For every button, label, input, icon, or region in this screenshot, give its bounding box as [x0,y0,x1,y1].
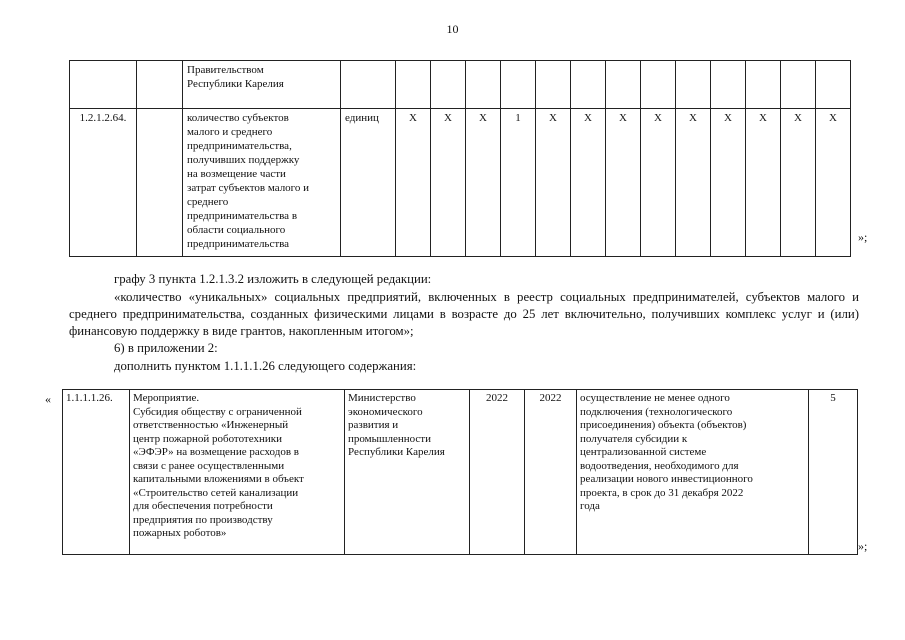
table-cell [781,61,816,109]
paragraph-text: графу 3 пункта 1.2.1.3.2 изложить в следующей редакции: [114,272,432,286]
text-line: предприятия по производству [133,513,273,526]
text-line: среднего [187,196,229,208]
text-line: «ЭФЭР» на возмещение расходов в [133,446,299,458]
text-line: развития и [348,419,399,431]
table-cell [70,61,137,109]
table-cell [676,61,711,109]
item-code: 1.2.1.2.64. [70,109,137,257]
table-cell [816,61,851,109]
paragraph [69,289,859,340]
value-cell: Х [641,109,676,257]
table-cell [641,61,676,109]
indicator-description [183,109,341,257]
value-cell: Х [466,109,501,257]
value-cell: Х [676,109,711,257]
value-cell: Х [571,109,606,257]
closing-quote: »; [858,230,868,244]
table-cell [137,109,183,257]
paragraph [69,271,859,288]
text-line: Мероприятие. [133,392,200,404]
text-line: центр пожарной робототехники [133,432,282,445]
value-cell: Х [816,109,851,257]
table-cell [396,61,431,109]
page-number: 10 [446,22,459,36]
measures-table [62,389,858,555]
value-cell: Х [431,109,466,257]
text-line: централизованной системе [580,446,707,458]
table-cell [571,61,606,109]
text-line: для обеспечения потребности [133,500,273,512]
text-line: присоединения) объекта (объектов) [580,419,747,431]
indicator-number: 5 [809,390,858,555]
expected-result [577,390,809,555]
table-cell [606,61,641,109]
value-cell: Х [781,109,816,257]
table-row [70,61,851,109]
table-row [63,390,858,555]
text-line: осуществление не менее одного [580,392,730,404]
text-line: экономического [348,405,423,418]
table-cell [536,61,571,109]
table-row [70,109,851,257]
closing-quote: »; [858,539,868,553]
text-line: Министерство [348,392,416,404]
text-line: предпринимательства в [187,210,298,222]
text-line: ответственностью «Инженерный [133,419,289,431]
value-cell: 1 [501,109,536,257]
table-cell [137,61,183,109]
value-cell: Х [536,109,571,257]
paragraph-text: дополнить пунктом 1.1.1.1.26 следующего содержания: [114,359,417,373]
opening-quote: « [45,392,51,406]
text-line: Республики Карелия [187,78,284,90]
text-line: реализации нового инвестиционного [580,473,753,485]
paragraph [69,358,859,375]
text-line: на возмещение части [187,168,286,180]
start-year: 2022 [470,390,525,555]
text-line: получателя субсидии к [580,432,688,445]
table-cell [711,61,746,109]
text-line: года [580,500,600,512]
table-cell [746,61,781,109]
text-line: получивших поддержку [187,154,300,166]
text-line: «Строительство сетей канализации [133,486,299,499]
table-cell [431,61,466,109]
item-code: 1.1.1.1.26. [63,390,130,555]
text-line: затрат субъектов малого и [187,182,310,194]
text-line: подключения (технологического [580,405,733,418]
paragraph-text: 6) в приложении 2: [114,341,218,355]
text-line: предпринимательства, [187,140,292,152]
text-line: проекта, в срок до 31 декабря 2022 [580,486,744,499]
text-line: Субсидия обществу с ограниченной [133,405,302,418]
text-line: пожарных роботов» [133,527,227,539]
indicator-description [183,61,341,109]
text-line: малого и среднего [187,126,273,138]
text-line: Правительством [187,64,264,76]
end-year: 2022 [525,390,577,555]
text-line: промышленности [348,432,431,445]
text-line: водоотведения, необходимого для [580,459,739,472]
value-cell: Х [711,109,746,257]
text-line: капитальными вложениями в объект [133,473,304,485]
value-cell: Х [396,109,431,257]
text-line: связи с ранее осуществленными [133,459,285,472]
unit-cell: единиц [341,109,396,257]
table-cell [341,61,396,109]
value-cell: Х [746,109,781,257]
table-cell [466,61,501,109]
text-line: Республики Карелия [348,446,445,458]
text-line: предпринимательства [187,238,290,250]
text-line: области социального [187,224,286,236]
indicators-table [69,60,851,257]
executor-cell [345,390,470,555]
paragraph-text: «количество «уникальных» социальных предприятий, включенных в реестр социальных предпринимателей, субъектов малого и среднего предпринимательства, созданных физическими лицами в возрасте до 25 лет включительно, получивших комплекс услуг и (или) финансовую поддержку в виде грантов, накопленным итогом»; [69,290,859,338]
paragraph [69,340,859,357]
text-line: количество субъектов [187,112,289,124]
value-cell: Х [606,109,641,257]
measure-description [130,390,345,555]
table-cell [501,61,536,109]
